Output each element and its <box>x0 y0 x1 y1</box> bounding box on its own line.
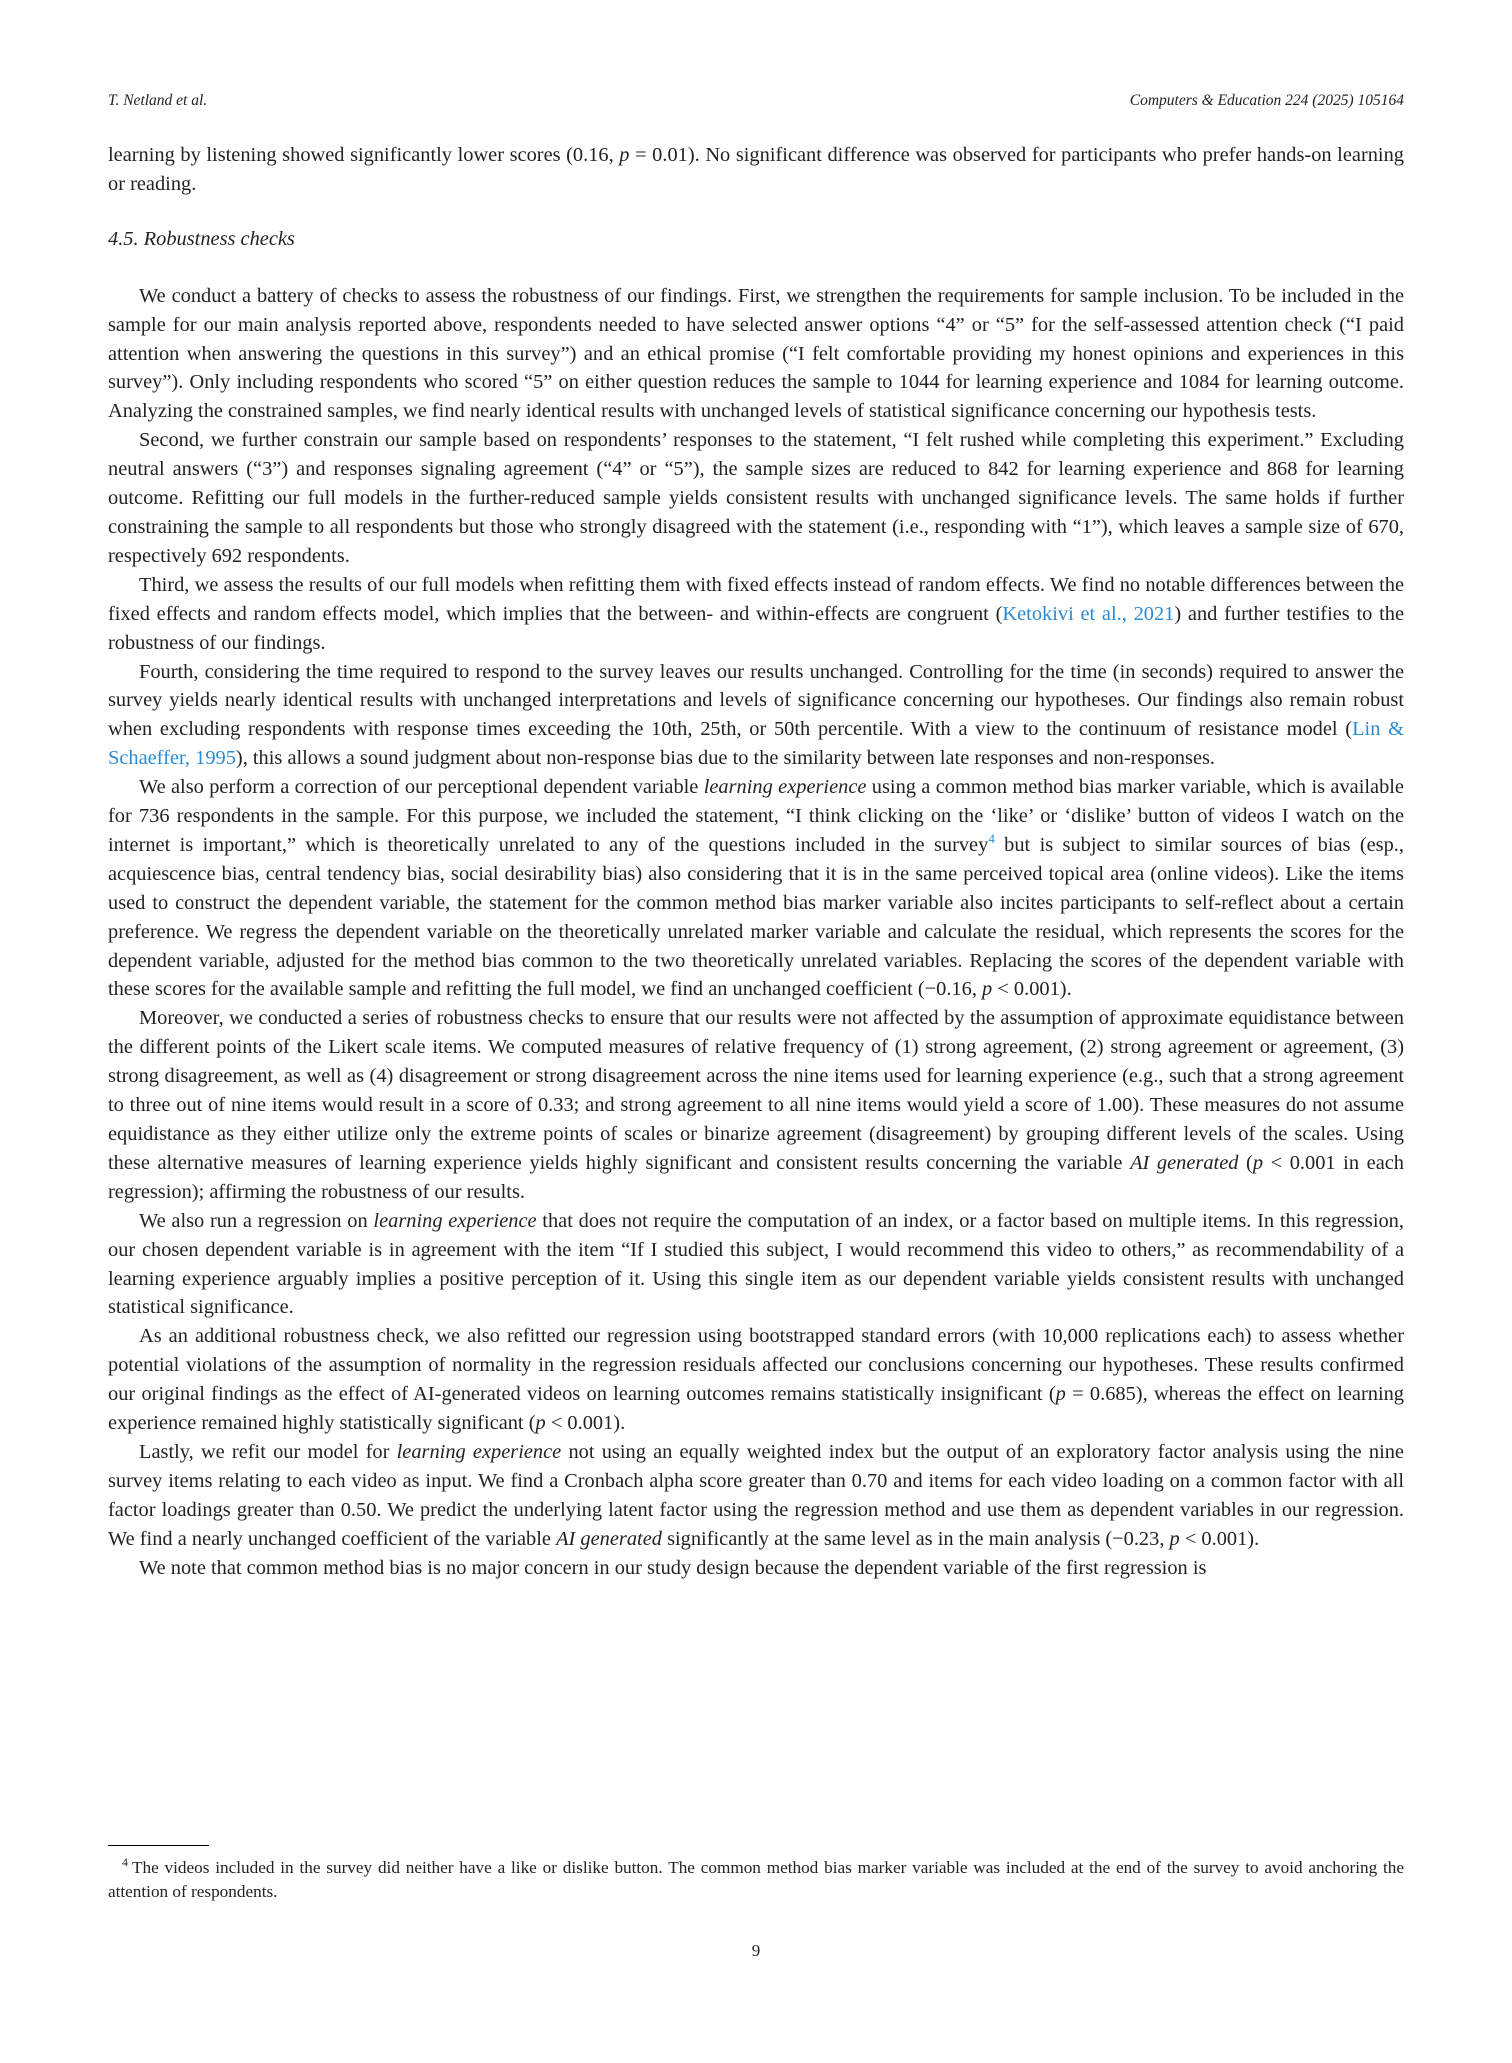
article-body <box>108 141 1404 1583</box>
paragraph-factor-analysis: Lastly, we refit our model for learning experience not using an equally weighted index but the output of an exploratory factor analysis using the nine survey items relating to each video as input. We find a Cronbach alpha score greater than 0.70 and items for each video loading on a common factor with all factor loadings greater than 0.50. We predict the underlying latent factor using the regression method and use them as dependent variables in our regression. We find a nearly unchanged coefficient of the variable AI generated significantly at the same level as in the main analysis (−0.23, p < 0.001). <box>108 1440 1404 1550</box>
paragraph-common-method-note: We note that common method bias is no major concern in our study design because the dependent variable of the first regression is <box>139 1556 1207 1579</box>
citation-link-lin-schaeffer[interactable]: Lin & Schaeffer, 1995 <box>108 718 1404 770</box>
paragraph-second-check: Second, we further constrain our sample based on respondents’ responses to the statement, “I felt rushed while completing this experiment.” Excluding neutral answers (“3”) and responses signaling agreement (“4” or “5”), the sample sizes are reduced to 842 for learning experience and 868 for learning outcome. Refitting our full models in the further-reduced sample yields consistent results with unchanged significance levels. The same holds if further constraining the sample to all respondents but those who strongly disagreed with the statement (i.e., responding with “1”), which leaves a sample size of 670, respectively 692 respondents. <box>108 429 1404 567</box>
footnote-ref-link[interactable]: 4 <box>988 831 995 847</box>
paragraph-method-bias: We also perform a correction of our perceptional dependent variable learning experience using a common method bias marker variable, which is available for 736 respondents in the sample. For this purpose, we included the statement, “I think clicking on the ‘like’ or ‘dislike’ button of videos I watch on the internet is important,” which is theoretically unrelated to any of the questions included in the survey$^4$ but is subject to similar sources of bias (esp., acquiescence bias, central tendency bias, social desirability bias) also considering that it is in the same perceived topical area (online videos). Like the items used to construct the dependent variable, the statement for the common method bias marker variable also incites participants to self-reflect about a certain preference. We regress the dependent variable on the theoretically unrelated marker variable and calculate the residual, which represents the scores for the dependent variable, adjusted for the method bias common to the two theoretically unrelated variables. Replacing the scores of the dependent variable with these scores for the available sample and refitting the full model, we find an unchanged coefficient (−0.16, p < 0.001). <box>108 776 1405 1001</box>
paragraph-likert-checks: Moreover, we conducted a series of robustness checks to ensure that our results were not affected by the assumption of approximate equidistance between the different points of the Likert scale items. We computed measures of relative frequency of (1) strong agreement, (2) strong agreement or agreement, (3) strong disagreement, as well as (4) disagreement or strong disagreement across the nine items used for learning experience (e.g., such that a strong agreement to three out of nine items would result in a score of 0.33; and strong agreement to all nine items would yield a score of 1.00). These measures do not assume equidistance as they either utilize only the extreme points of scales or binarize agreement (disagreement) by grouping different levels of the scales. Using these alternative measures of learning experience yields highly significant and consistent results concerning the variable AI generated (p < 0.001 in each regression); affirming the robustness of our results. <box>108 1007 1404 1203</box>
header-authors: T. Netland et al. <box>108 92 208 109</box>
continuation-paragraph: learning by listening showed significantly lower scores (0.16, p = 0.01). No significant difference was observed for participants who prefer hands-on learning or reading. <box>108 144 1404 195</box>
paragraph-third-check: Third, we assess the results of our full models when refitting them with fixed effects instead of random effects. We find no notable differences between the fixed effects and random effects model, which implies that the between- and within-effects are congruent (Ketokivi et al., 2021) and further testifies to the robustness of our findings. <box>108 573 1404 654</box>
header-journal: Computers & Education 224 (2025) 105164 <box>1129 92 1404 109</box>
footnote <box>108 1856 1404 1903</box>
section-heading: 4.5. Robustness checks <box>108 227 295 250</box>
footnote-divider <box>108 1845 209 1846</box>
footnote-mark: 4 <box>122 1855 128 1870</box>
footnote-text: The videos included in the survey did neither have a like or dislike button. The common method bias marker variable was included at the end of the survey to avoid anchoring the attention of respondents. <box>108 1858 1404 1901</box>
paragraph-first-check: We conduct a battery of checks to assess the robustness of our findings. First, we strengthen the requirements for sample inclusion. To be included in the sample for our main analysis reported above, respondents needed to have selected answer options “4” or “5” for the self-assessed attention check (“I paid attention when answering the questions in this survey”) and an ethical promise (“I felt comfortable providing my honest opinions and experiences in this survey”). Only including respondents who scored “5” on either question reduces the sample to 1044 for learning experience and 1084 for learning outcome. Analyzing the constrained samples, we find nearly identical results with unchanged levels of statistical significance concerning our hypothesis tests. <box>108 284 1404 423</box>
paragraph-fourth-check: Fourth, considering the time required to respond to the survey leaves our results unchanged. Controlling for the time (in seconds) required to answer the survey yields nearly identical results with unchanged interpretations and levels of significance concerning our hypotheses. Our findings also remain robust when excluding respondents with response times exceeding the 10th, 25th, or 50th percentile. With a view to the continuum of resistance model (Lin & Schaeffer, 1995), this allows a sound judgment about non-response bias due to the similarity between late responses and non-responses. <box>108 660 1404 770</box>
paragraph-bootstrap: As an additional robustness check, we also refitted our regression using bootstrapped standard errors (with 10,000 replications each) to assess whether potential violations of the assumption of normality in the regression residuals affected our conclusions concerning our hypotheses. These results confirmed our original findings as the effect of AI-generated videos on learning outcomes remains statistically insignificant (p = 0.685), whereas the effect on learning experience remained highly statistically significant (p < 0.001). <box>108 1325 1404 1435</box>
running-header <box>108 92 1404 110</box>
page-number: 9 <box>751 1941 761 1960</box>
paragraph-single-item: We also run a regression on learning experience that does not require the computation of an index, or a factor based on multiple items. In this regression, our chosen dependent variable is in agreement with the item “If I studied this subject, I would recommend this video to others,” as recommendability of a learning experience arguably implies a positive perception of it. Using this single item as our dependent variable yields consistent results with unchanged statistical significance. <box>108 1209 1404 1319</box>
citation-link-ketokivi[interactable]: Ketokivi et al., 2021 <box>1002 602 1175 625</box>
